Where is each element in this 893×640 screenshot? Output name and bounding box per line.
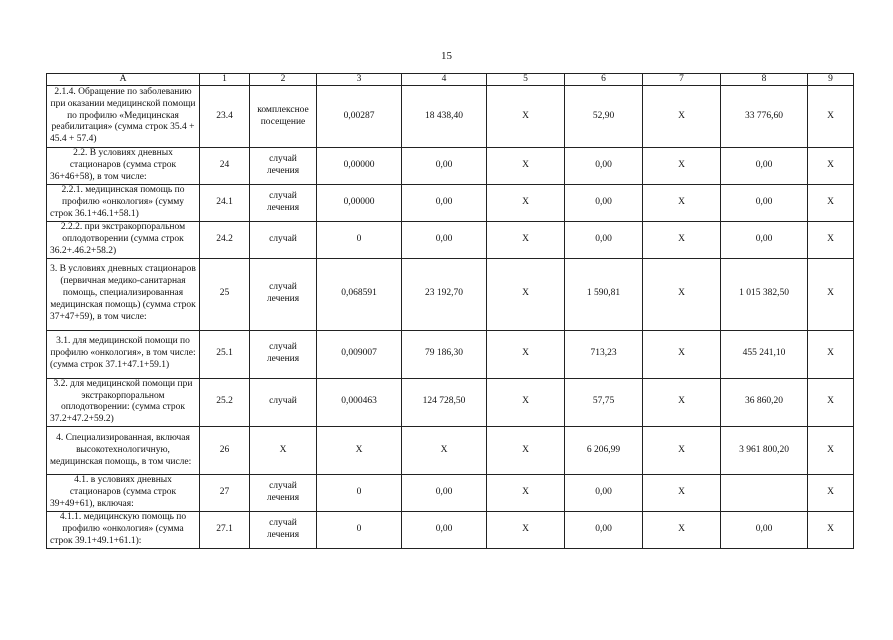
column-header: 1 <box>200 74 250 86</box>
value-cell: 6 206,99 <box>565 427 643 475</box>
value-cell: 0,00 <box>402 475 487 512</box>
value-cell: X <box>643 512 721 549</box>
value-cell: 36 860,20 <box>721 378 808 427</box>
value-cell: X <box>643 330 721 378</box>
value-cell: 1 015 382,50 <box>721 258 808 330</box>
row-number: 26 <box>200 427 250 475</box>
value-cell: 124 728,50 <box>402 378 487 427</box>
row-number: 27 <box>200 475 250 512</box>
value-cell: X <box>808 148 854 185</box>
value-cell: 0 <box>317 512 402 549</box>
value-cell: 0,00 <box>565 184 643 221</box>
value-cell: 0 <box>317 475 402 512</box>
value-cell: X <box>487 184 565 221</box>
unit-cell: случай лечения <box>250 475 317 512</box>
value-cell: 0,00 <box>565 148 643 185</box>
row-number: 25.1 <box>200 330 250 378</box>
value-cell: 52,90 <box>565 86 643 148</box>
row-description: 3. В условиях дневных стационаров (первичная медико-санитарная помощь, специализированная медицинская помощь) (сумма строк 37+47+59), в том числе: <box>47 258 200 330</box>
value-cell: 0,00 <box>565 475 643 512</box>
column-header: 6 <box>565 74 643 86</box>
table-header-row <box>47 74 854 86</box>
unit-cell: комплексное посещение <box>250 86 317 148</box>
row-description: 4. Специализированная, включая высокотехнологичную, медицинская помощь, в том числе: <box>47 427 200 475</box>
table-row <box>47 475 854 512</box>
table-row <box>47 330 854 378</box>
value-cell: 455 241,10 <box>721 330 808 378</box>
value-cell: X <box>808 330 854 378</box>
value-cell: X <box>487 475 565 512</box>
value-cell: X <box>487 330 565 378</box>
row-description: 4.1.1. медицинскую помощь по профилю «онкология» (сумма строк 39.1+49.1+61.1): <box>47 512 200 549</box>
row-description: 2.2.1. медицинская помощь по профилю «онкология» (сумму строк 36.1+46.1+58.1) <box>47 184 200 221</box>
value-cell: 0,000463 <box>317 378 402 427</box>
column-header: 2 <box>250 74 317 86</box>
value-cell: 0,00 <box>402 148 487 185</box>
table-row <box>47 427 854 475</box>
row-description: 3.2. для медицинской помощи при экстракорпоральном оплодотворении: (сумма строк 37.2+47.2+59.2) <box>47 378 200 427</box>
value-cell: X <box>487 221 565 258</box>
row-number: 24.2 <box>200 221 250 258</box>
value-cell: X <box>487 148 565 185</box>
value-cell: X <box>643 475 721 512</box>
column-header: А <box>47 74 200 86</box>
value-cell: 0,00 <box>721 512 808 549</box>
table-row <box>47 221 854 258</box>
value-cell: 0,00 <box>402 184 487 221</box>
value-cell: X <box>487 427 565 475</box>
value-cell: 1 590,81 <box>565 258 643 330</box>
value-cell: 0,009007 <box>317 330 402 378</box>
value-cell: 0,00000 <box>317 148 402 185</box>
value-cell: 0,00 <box>565 221 643 258</box>
table-row <box>47 148 854 185</box>
value-cell: X <box>643 427 721 475</box>
value-cell: X <box>487 512 565 549</box>
unit-cell: случай лечения <box>250 330 317 378</box>
value-cell: 0,00 <box>402 221 487 258</box>
table-row <box>47 258 854 330</box>
row-number: 25.2 <box>200 378 250 427</box>
value-cell: 0,00000 <box>317 184 402 221</box>
value-cell: 23 192,70 <box>402 258 487 330</box>
value-cell: 18 438,40 <box>402 86 487 148</box>
value-cell: 0,00 <box>721 221 808 258</box>
row-number: 23.4 <box>200 86 250 148</box>
value-cell: X <box>487 378 565 427</box>
value-cell: 0,00 <box>402 512 487 549</box>
row-description: 4.1. в условиях дневных стационаров (сумма строк 39+49+61), включая: <box>47 475 200 512</box>
value-cell <box>721 475 808 512</box>
value-cell: 3 961 800,20 <box>721 427 808 475</box>
value-cell: 0,00 <box>721 184 808 221</box>
column-header: 9 <box>808 74 854 86</box>
value-cell: X <box>643 378 721 427</box>
value-cell: X <box>808 378 854 427</box>
unit-cell: случай <box>250 378 317 427</box>
data-table <box>46 73 854 549</box>
row-number: 24 <box>200 148 250 185</box>
column-header: 7 <box>643 74 721 86</box>
row-number: 27.1 <box>200 512 250 549</box>
unit-cell: X <box>250 427 317 475</box>
column-header: 8 <box>721 74 808 86</box>
value-cell: X <box>643 86 721 148</box>
row-description: 3.1. для медицинской помощи по профилю «онкология», в том числе: (сумма строк 37.1+47.1+59.1) <box>47 330 200 378</box>
unit-cell: случай лечения <box>250 148 317 185</box>
value-cell: X <box>808 258 854 330</box>
value-cell: X <box>643 258 721 330</box>
value-cell: X <box>808 184 854 221</box>
value-cell: X <box>487 86 565 148</box>
column-header: 4 <box>402 74 487 86</box>
value-cell: X <box>317 427 402 475</box>
value-cell: 57,75 <box>565 378 643 427</box>
value-cell: 0,068591 <box>317 258 402 330</box>
unit-cell: случай лечения <box>250 184 317 221</box>
row-description: 2.1.4. Обращение по заболеванию при оказании медицинской помощи по профилю «Медицинская реабилитация» (сумма строк 35.4 + 45.4 + 57.4) <box>47 86 200 148</box>
value-cell: 713,23 <box>565 330 643 378</box>
value-cell: 0,00 <box>565 512 643 549</box>
value-cell: X <box>643 148 721 185</box>
row-description: 2.2.2. при экстракорпоральном оплодотворении (сумма строк 36.2+.46.2+58.2) <box>47 221 200 258</box>
table-row <box>47 378 854 427</box>
value-cell: X <box>808 475 854 512</box>
row-number: 24.1 <box>200 184 250 221</box>
value-cell: X <box>643 221 721 258</box>
value-cell: X <box>808 221 854 258</box>
unit-cell: случай <box>250 221 317 258</box>
value-cell: 33 776,60 <box>721 86 808 148</box>
table-row <box>47 184 854 221</box>
value-cell: X <box>487 258 565 330</box>
value-cell: 0,00 <box>721 148 808 185</box>
unit-cell: случай лечения <box>250 258 317 330</box>
value-cell: X <box>643 184 721 221</box>
page-number: 15 <box>441 50 452 62</box>
column-header: 3 <box>317 74 402 86</box>
value-cell: X <box>808 427 854 475</box>
value-cell: 0,00287 <box>317 86 402 148</box>
value-cell: X <box>808 512 854 549</box>
unit-cell: случай лечения <box>250 512 317 549</box>
row-number: 25 <box>200 258 250 330</box>
value-cell: 79 186,30 <box>402 330 487 378</box>
value-cell: X <box>808 86 854 148</box>
value-cell: X <box>402 427 487 475</box>
value-cell: 0 <box>317 221 402 258</box>
table-row <box>47 512 854 549</box>
column-header: 5 <box>487 74 565 86</box>
table-row <box>47 86 854 148</box>
row-description: 2.2. В условиях дневных стационаров (сумма строк 36+46+58), в том числе: <box>47 148 200 185</box>
